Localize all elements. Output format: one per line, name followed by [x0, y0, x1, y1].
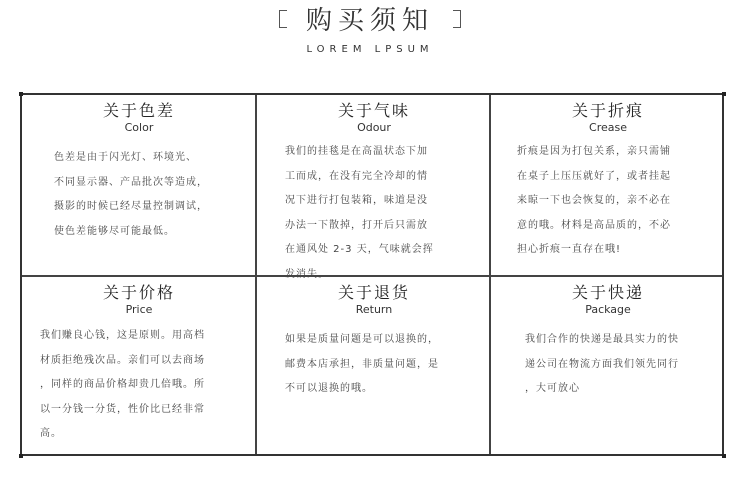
info-grid [20, 93, 724, 456]
body-line: 不可以退换的哦。 [285, 383, 373, 394]
body-line: 来晾一下也会恢复的，亲不必在 [517, 195, 671, 206]
body-line: 高。 [40, 428, 62, 439]
cell-color [22, 101, 256, 281]
cell-title-cn: 关于色差 [102, 101, 175, 120]
body-line: 递公司在物流方面我们领先同行 [525, 358, 679, 370]
cell-title-cn: 关于气味 [337, 101, 410, 120]
cell-title-en: Color [124, 121, 154, 134]
body-line: 况下进行打包装箱，味道是没 [285, 195, 428, 206]
corner-dot [722, 454, 726, 458]
cell-title-en: Crease [589, 121, 627, 134]
cell-crease [491, 101, 725, 281]
body-line: 摄影的时候已经尽量控制调试， [54, 201, 208, 212]
cell-title-cn: 关于退货 [337, 283, 410, 302]
body-line: 如果是质量问题是可以退换的， [285, 334, 439, 345]
body-line: 材质拒绝残次品。亲们可以去商场 [40, 354, 205, 366]
cell-body [257, 328, 491, 402]
cell-package [491, 283, 725, 463]
body-line: 使色差能够尽可能最低。 [54, 225, 175, 237]
cell-return [257, 283, 491, 463]
body-line: 我们合作的快递是最具实力的快 [525, 334, 679, 345]
body-line: 担心折痕一直存在哦! [517, 244, 622, 255]
corner-dot [722, 92, 726, 96]
body-line: 工而成，在没有完全冷却的情 [285, 170, 428, 182]
cell-title-en: Price [125, 303, 153, 316]
body-line: 我们赚良心钱，这是原则。用高档 [40, 330, 205, 341]
cell-body [22, 146, 256, 244]
header [279, 6, 461, 55]
body-line: 在桌子上压压就好了，或者挂起 [517, 170, 671, 182]
cell-title-cn: 关于快递 [571, 283, 644, 302]
cell-title-en: Return [355, 303, 393, 316]
page-subtitle: LOREM LPSUM [306, 44, 434, 55]
body-line: 我们的挂毯是在高温状态下加 [285, 146, 428, 157]
body-line: ，大可放心 [525, 383, 580, 394]
body-line: 色差是由于闪光灯、环境光、 [54, 152, 197, 163]
cell-odour [257, 101, 491, 281]
body-line: 在通风处 2-3 天，气味就会挥 [285, 244, 434, 255]
corner-dot [19, 454, 23, 458]
body-line: 以一分钱一分货，性价比已经非常 [40, 403, 205, 415]
corner-dot [19, 92, 23, 96]
cell-price [22, 283, 256, 463]
body-line: ，同样的商品价格却贵几倍哦。所 [40, 379, 205, 390]
cell-body [22, 324, 256, 447]
body-line: 发消失。 [285, 268, 329, 280]
body-line: 办法一下散掉，打开后只需放 [285, 219, 428, 231]
cell-title-en: Package [585, 303, 631, 316]
body-line: 折痕是因为打包关系，亲只需铺 [517, 146, 671, 157]
cell-body [491, 328, 725, 402]
cell-title-cn: 关于价格 [102, 283, 175, 302]
cell-body [491, 140, 725, 263]
body-line: 意的哦。材料是高品质的，不必 [517, 219, 671, 231]
cell-body [257, 140, 491, 287]
page-title: 购买须知 [305, 6, 434, 36]
body-line: 不同显示器、产品批次等造成， [54, 176, 208, 188]
body-line: 邮费本店承担，非质量问题，是 [285, 358, 439, 370]
cell-title-cn: 关于折痕 [571, 101, 644, 120]
cell-title-en: Odour [357, 121, 391, 134]
